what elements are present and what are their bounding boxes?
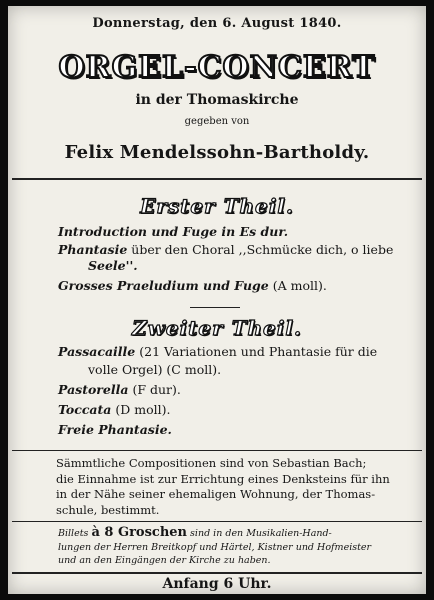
divider bbox=[190, 307, 240, 308]
note-line: in der Nähe seiner ehemaligen Wohnung, der Thomas- bbox=[56, 487, 376, 501]
work-detail: volle Orgel) (C moll). bbox=[88, 362, 222, 377]
work-detail: (A moll). bbox=[272, 278, 327, 293]
date-line: Donnerstag, den 6. August 1840. bbox=[92, 16, 342, 31]
work-detail: über den Choral ,,Schmücke dich, o liebe bbox=[131, 242, 394, 257]
ticket-line: lungen der Herren Breitkopf und Härtel, Kistner und Hofmeister bbox=[58, 541, 372, 553]
ticket-info bbox=[58, 526, 388, 568]
start-time: Anfang 6 Uhr. bbox=[162, 576, 272, 592]
note-line: schule, bestimmt. bbox=[56, 502, 160, 517]
divider bbox=[12, 178, 422, 180]
work-title: Passacaille bbox=[58, 344, 136, 359]
ticket-text: sind in den Musikalien-Hand- bbox=[190, 528, 332, 539]
note-line: Sämmtliche Compositionen sind von Sebastian Bach; bbox=[56, 456, 367, 470]
given-by-line: gegeben von bbox=[184, 116, 250, 127]
work-detail: (21 Variationen und Phantasie für die bbox=[139, 344, 378, 359]
program-item bbox=[58, 344, 377, 360]
concert-poster bbox=[8, 6, 426, 594]
work-title: Freie Phantasie. bbox=[58, 422, 172, 437]
program-item bbox=[58, 382, 181, 398]
work-title: Phantasie bbox=[58, 242, 128, 257]
program-item bbox=[58, 278, 327, 294]
work-detail: (F dur). bbox=[132, 382, 181, 397]
divider bbox=[12, 450, 422, 451]
work-detail: (D moll). bbox=[115, 402, 171, 417]
program-item bbox=[58, 422, 172, 438]
dedication-note bbox=[56, 456, 391, 518]
divider bbox=[12, 572, 422, 574]
part-one-heading: Erster Theil. bbox=[140, 194, 294, 218]
work-title: Toccata bbox=[58, 402, 112, 417]
program-item bbox=[58, 224, 288, 240]
ticket-line: und an den Eingängen der Kirche zu haben. bbox=[58, 555, 271, 566]
poster-title: ORGEL-CONCERT bbox=[58, 50, 376, 85]
work-title: Pastorella bbox=[58, 382, 129, 397]
note-line: die Einnahme ist zur Errichtung eines Denksteins für ihn bbox=[56, 471, 390, 486]
performer-name: Felix Mendelssohn-Bartholdy. bbox=[64, 142, 370, 163]
work-detail: Seele''. bbox=[88, 258, 138, 273]
program-item-continued bbox=[88, 258, 138, 274]
ticket-price: à 8 Groschen bbox=[91, 525, 188, 540]
divider bbox=[12, 521, 422, 522]
ticket-line bbox=[58, 526, 388, 541]
work-title: Introduction und Fuge in Es dur. bbox=[58, 224, 289, 239]
ticket-prefix: Billets bbox=[58, 528, 89, 539]
part-two-heading: Zweiter Theil. bbox=[132, 316, 302, 340]
work-title: Grosses Praeludium und Fuge bbox=[58, 278, 269, 293]
program-item bbox=[58, 242, 393, 258]
program-item-continued bbox=[88, 362, 221, 378]
venue-line: in der Thomaskirche bbox=[135, 92, 299, 108]
program-item bbox=[58, 402, 171, 418]
